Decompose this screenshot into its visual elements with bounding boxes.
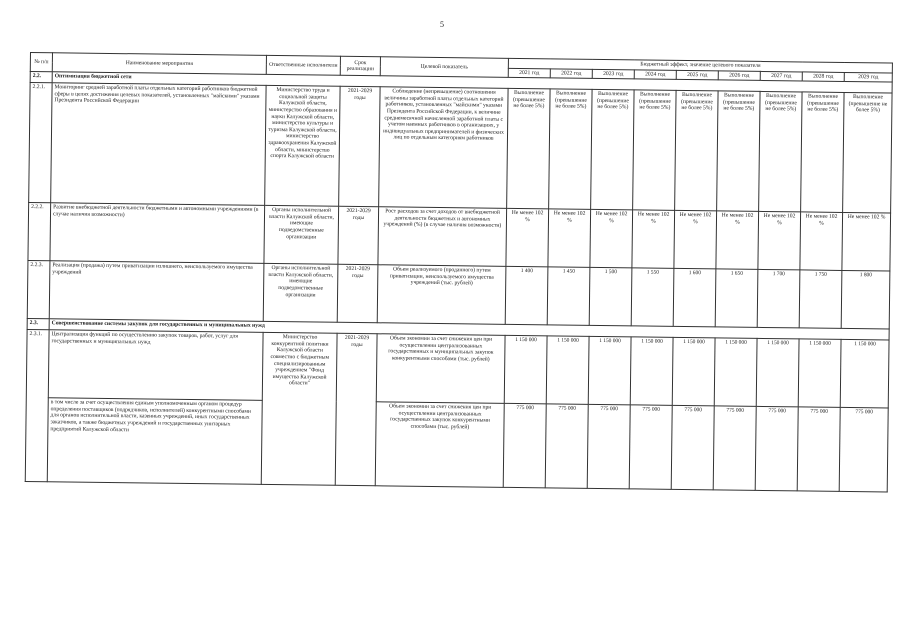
row-value: Выполнение (превышение не более 5%) — [675, 91, 718, 212]
row-value: 1 150 000 — [546, 336, 589, 405]
row-value: 1 600 — [673, 269, 716, 328]
header-year: 2029 год — [844, 72, 892, 82]
row-value: Выполнение (превышение не более 5%) — [633, 90, 676, 211]
row-value: 775 000 — [755, 407, 798, 492]
row-value: 1 650 — [715, 269, 758, 328]
row-value: Не менее 102 % — [800, 212, 843, 271]
row-target: Соблюдение (непревышение) соотношения величины заработной платы отдельных категорий работников, установленных "майскими" указами Президента Российской Федерации, к величине среднемесячной начисленной заработной платы с учетом наемных работников в организациях, у индивидуальных предпринимателей и физических лиц по отдельным категориям работников — [379, 87, 508, 209]
row-value: Выполнение (превышение не более 5%) — [717, 91, 760, 212]
row-value: 1 150 000 — [840, 340, 889, 409]
row-num: 2.3.1. — [25, 330, 49, 482]
header-year: 2026 год — [718, 71, 760, 81]
header-year: 2028 год — [802, 72, 844, 82]
header-year: 2021 год — [508, 68, 550, 78]
header-name: Наименование мероприятия — [52, 53, 266, 75]
row-value: Выполнение (превышение не более 5%) — [507, 89, 550, 210]
row-value: 775 000 — [545, 404, 588, 489]
section-title: Оптимизация бюджетной сети — [52, 72, 892, 93]
header-effect: Бюджетный эффект, значение целевого показателя — [508, 58, 892, 72]
row-value: 1 800 — [841, 271, 890, 330]
measures-table — [25, 52, 893, 493]
row-value: Выполнение (превышение не более 5%) — [801, 92, 844, 213]
header-year: 2024 год — [634, 69, 676, 79]
row-target: Объем экономии за счет снижения цен при осуществлении централизованных государственных и муниципальных закупок конкурентными способами (тыс. рублей) — [376, 334, 505, 404]
row-value: 1 150 000 — [714, 338, 757, 407]
row-name: Централизация функций по осуществлению закупок товаров, работ, услуг для государственных и муниципальных нужд — [48, 330, 263, 401]
table-row — [28, 203, 891, 272]
row-num: 2.2.1. — [29, 83, 52, 203]
row-value: Не менее 102 % — [632, 210, 675, 269]
row-num: 2.2.2. — [28, 203, 51, 261]
row-value: 1 700 — [757, 270, 800, 329]
row-value: Не менее 102 % — [758, 212, 801, 271]
row-value: Не менее 102 % — [716, 211, 759, 270]
section-title: Совершенствование системы закупок для государственных и муниципальных нужд — [49, 319, 889, 340]
header-target: Целевой показатель — [380, 57, 508, 78]
section-num: 2.2. — [30, 72, 52, 83]
row-executors: Органы исполнительной власти Калужской области, имеющие подведомственные организации — [264, 206, 339, 265]
row-value: 775 000 — [797, 407, 840, 492]
row-value: Не менее 102 % — [506, 209, 549, 268]
section-num: 2.3. — [27, 319, 49, 330]
row-value: 775 000 — [713, 406, 756, 491]
row-executors: Органы исполнительной власти Калужской области, имеющие подведомственные организации — [263, 264, 338, 323]
row-value: Выполнение (превышение не более 5%) — [843, 93, 893, 214]
row-name: Мониторинг средней заработной платы отдельных категорий работников бюджетной сферы в целях достижения целевых показателей, установленных "майскими" указами Президента Российской Федерации — [51, 83, 266, 206]
row-period: 2021-2029 годы — [339, 86, 380, 206]
row-value: 1 150 000 — [588, 337, 631, 406]
row-value: Не менее 102 % — [842, 213, 891, 272]
table-row — [27, 261, 890, 330]
row-target: Рост расходов за счет доходов от внебюджетной деятельности бюджетных и автономных учреждений (%) (в случае наличия возможности) — [378, 207, 507, 267]
row-target: Объем реализуемого (проданного) путем приватизации, неиспользуемого имущества учреждений (тыс. рублей) — [377, 265, 506, 325]
row-value: 1 550 — [631, 268, 674, 327]
page-number: 5 — [440, 20, 444, 29]
table-row — [26, 330, 889, 409]
row-value: 1 150 000 — [504, 336, 547, 405]
row-value: 1 400 — [505, 267, 548, 326]
row-period: 2021-2029 годы — [335, 333, 377, 485]
header-year: 2025 год — [676, 70, 718, 80]
row-executors: Министерство конкурентной политики Калужской области совместно с бюджетным специализированным учреждением "Фонд имущества Калужской области" — [261, 333, 337, 486]
row-value: 775 000 — [671, 406, 714, 491]
header-year: 2027 год — [760, 71, 802, 81]
row-num: 2.2.3. — [27, 261, 50, 319]
row-value: 1 150 000 — [672, 338, 715, 407]
row-value: 775 000 — [503, 404, 546, 489]
table-row — [25, 398, 888, 493]
row-value: Выполнение (превышение не более 5%) — [591, 90, 634, 211]
header-year: 2022 год — [550, 68, 592, 78]
row-value: 775 000 — [587, 405, 630, 490]
row-name: Развитие внебюджетной деятельности бюджетными и автономными учреждениями (в случае наличия возможности) — [50, 203, 265, 264]
row-name: Реализация (продажа) путем приватизации излишнего, неиспользуемого имущества учреждений — [49, 261, 264, 322]
header-period: Срок реализации — [340, 56, 380, 76]
row-value: 775 000 — [839, 408, 888, 493]
row-value: Не менее 102 % — [590, 210, 633, 269]
header-num: № п/п — [30, 53, 52, 72]
row-value: Выполнение (превышение не более 5%) — [759, 92, 802, 213]
header-executors: Ответственные исполнители — [266, 55, 340, 75]
row-value: 1 750 — [799, 270, 842, 329]
table-row — [29, 83, 892, 214]
row-value: 1 500 — [589, 268, 632, 327]
header-year: 2023 год — [592, 69, 634, 79]
row-value: Не менее 102 % — [548, 209, 591, 268]
row-period: 2021-2029 годы — [337, 264, 378, 322]
row-period: 2021-2029 годы — [338, 206, 379, 264]
measures-table-sheet — [25, 52, 892, 493]
row-value: 1 150 000 — [630, 337, 673, 406]
row-name: в том числе за счет осуществления единым уполномоченным органом процедур определения поставщиков (подрядчиков, исполнителей) конкурентными способами для органов исполнительной власти, казенных учреждений, иных государственных заказчиков, а также бюджетных учреждений и государственных унитарных предприятий Калужской области — [47, 398, 262, 485]
row-value: 1 150 000 — [798, 339, 841, 408]
row-value: 1 150 000 — [756, 339, 799, 408]
row-target: Объем экономии за счет снижения цен при осуществлении централизованных государственных закупок конкурентными способами (тыс. рублей) — [375, 402, 504, 488]
row-value: 1 450 — [547, 267, 590, 326]
row-value: 775 000 — [629, 405, 672, 490]
row-executors: Министерство труда и социальной защиты Калужской области, министерство образования и науки Калужской области, министерство культуры и туризма Калужской области, министерство здравоохранения Калужской области, министерство спорта Калужской области — [265, 86, 340, 207]
row-value: Не менее 102 % — [674, 211, 717, 270]
row-value: Выполнение (превышение не более 5%) — [549, 89, 592, 210]
